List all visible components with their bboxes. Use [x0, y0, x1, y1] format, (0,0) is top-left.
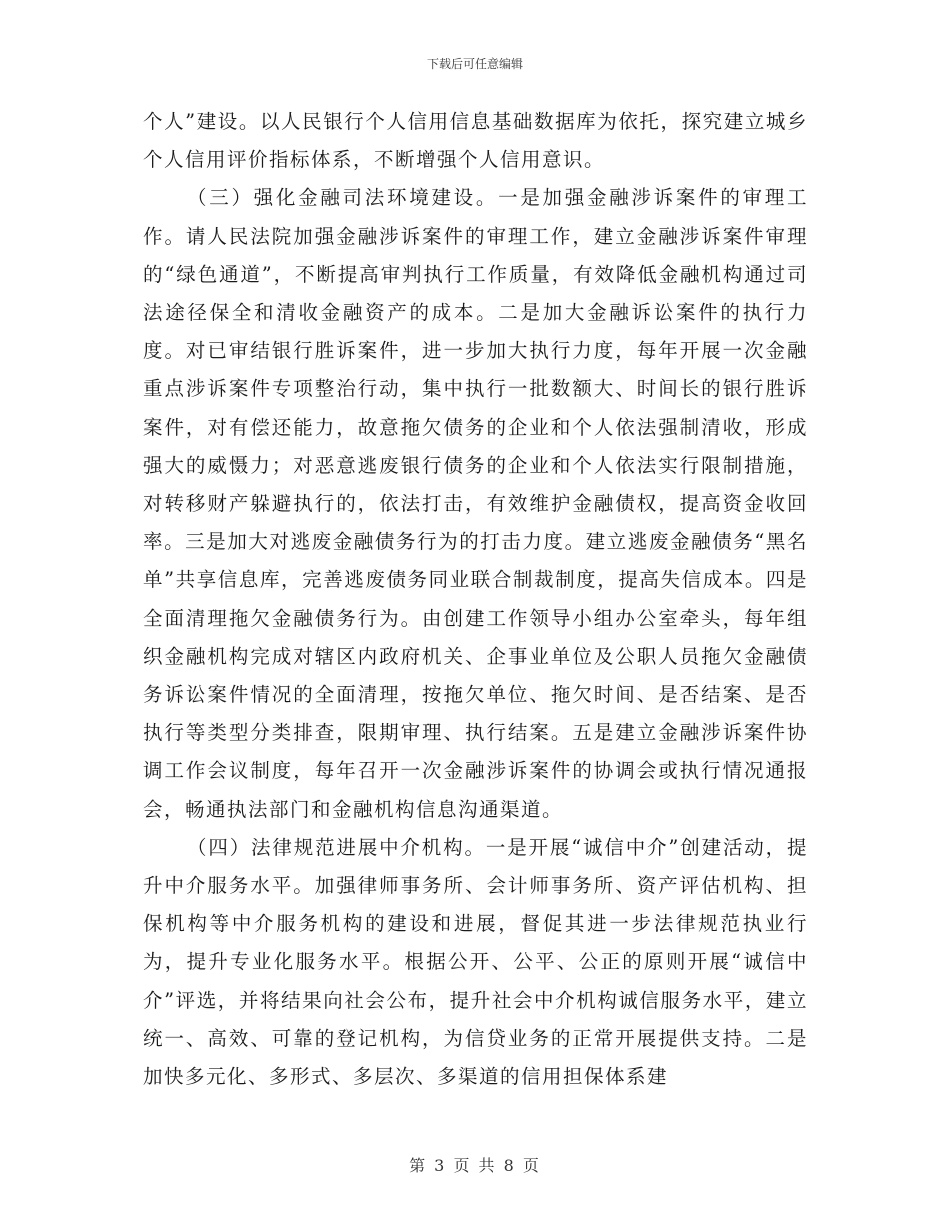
paragraph-3: （四）法律规范进展中介机构。一是开展“诚信中介”创建活动，提升中介服务水平。加强律师事务所、会计师事务所、资产评估机构、担保机构等中介服务机构的建设和进展，督促其进一步法律规范执业行为，提升专业化服务水平。根据公开、公平、公正的原则开展“诚信中介”评选，并将结果向社会公布，提升社会中介机构诚信服务水平，建立统一、高效、可靠的登记机构，为信贷业务的正常开展提供支持。二是加快多元化、多形式、多层次、多渠道的信用担保体系建	[143, 835, 808, 1089]
paragraph-1: 个人”建设。以人民银行个人信用信息基础数据库为依托，探究建立城乡个人信用评价指标体系，不断增强个人信用意识。	[143, 110, 808, 172]
page-header: 下载后可任意编辑	[426, 57, 523, 71]
paragraph-2: （三）强化金融司法环境建设。一是加强金融涉诉案件的审理工作。请人民法院加强金融涉诉案件的审理工作，建立金融涉诉案件审理的“绿色通道”，不断提高审判执行工作质量，有效降低金融机构通过司法途径保全和清收金融资产的成本。二是加大金融诉讼案件的执行力度。对已审结银行胜诉案件，进一步加大执行力度，每年开展一次金融重点涉诉案件专项整治行动，集中执行一批数额大、时间长的银行胜诉案件，对有偿还能力，故意拖欠债务的企业和个人依法强制清收，形成强大的威慑力；对恶意逃废银行债务的企业和个人依法实行限制措施，对转移财产躲避执行的，依法打击，有效维护金融债权，提高资金收回率。三是加大对逃废金融债务行为的打击力度。建立逃废金融债务“黑名单”共享信息库，完善逃废债务同业联合制裁制度，提高失信成本。四是全面清理拖欠金融债务行为。由创建工作领导小组办公室牵头，每年组织金融机构完成对辖区内政府机关、企事业单位及公职人员拖欠金融债务诉讼案件情况的全面清理，按拖欠单位、拖欠时间、是否结案、是否执行等类型分类排查，限期审理、执行结案。五是建立金融涉诉案件协调工作会议制度，每年召开一次金融涉诉案件的协调会或执行情况通报会，畅通执法部门和金融机构信息沟通渠道。	[143, 186, 808, 821]
page-number-footer: 第 3 页 共 8 页	[409, 1156, 541, 1175]
document-body	[143, 103, 808, 1096]
